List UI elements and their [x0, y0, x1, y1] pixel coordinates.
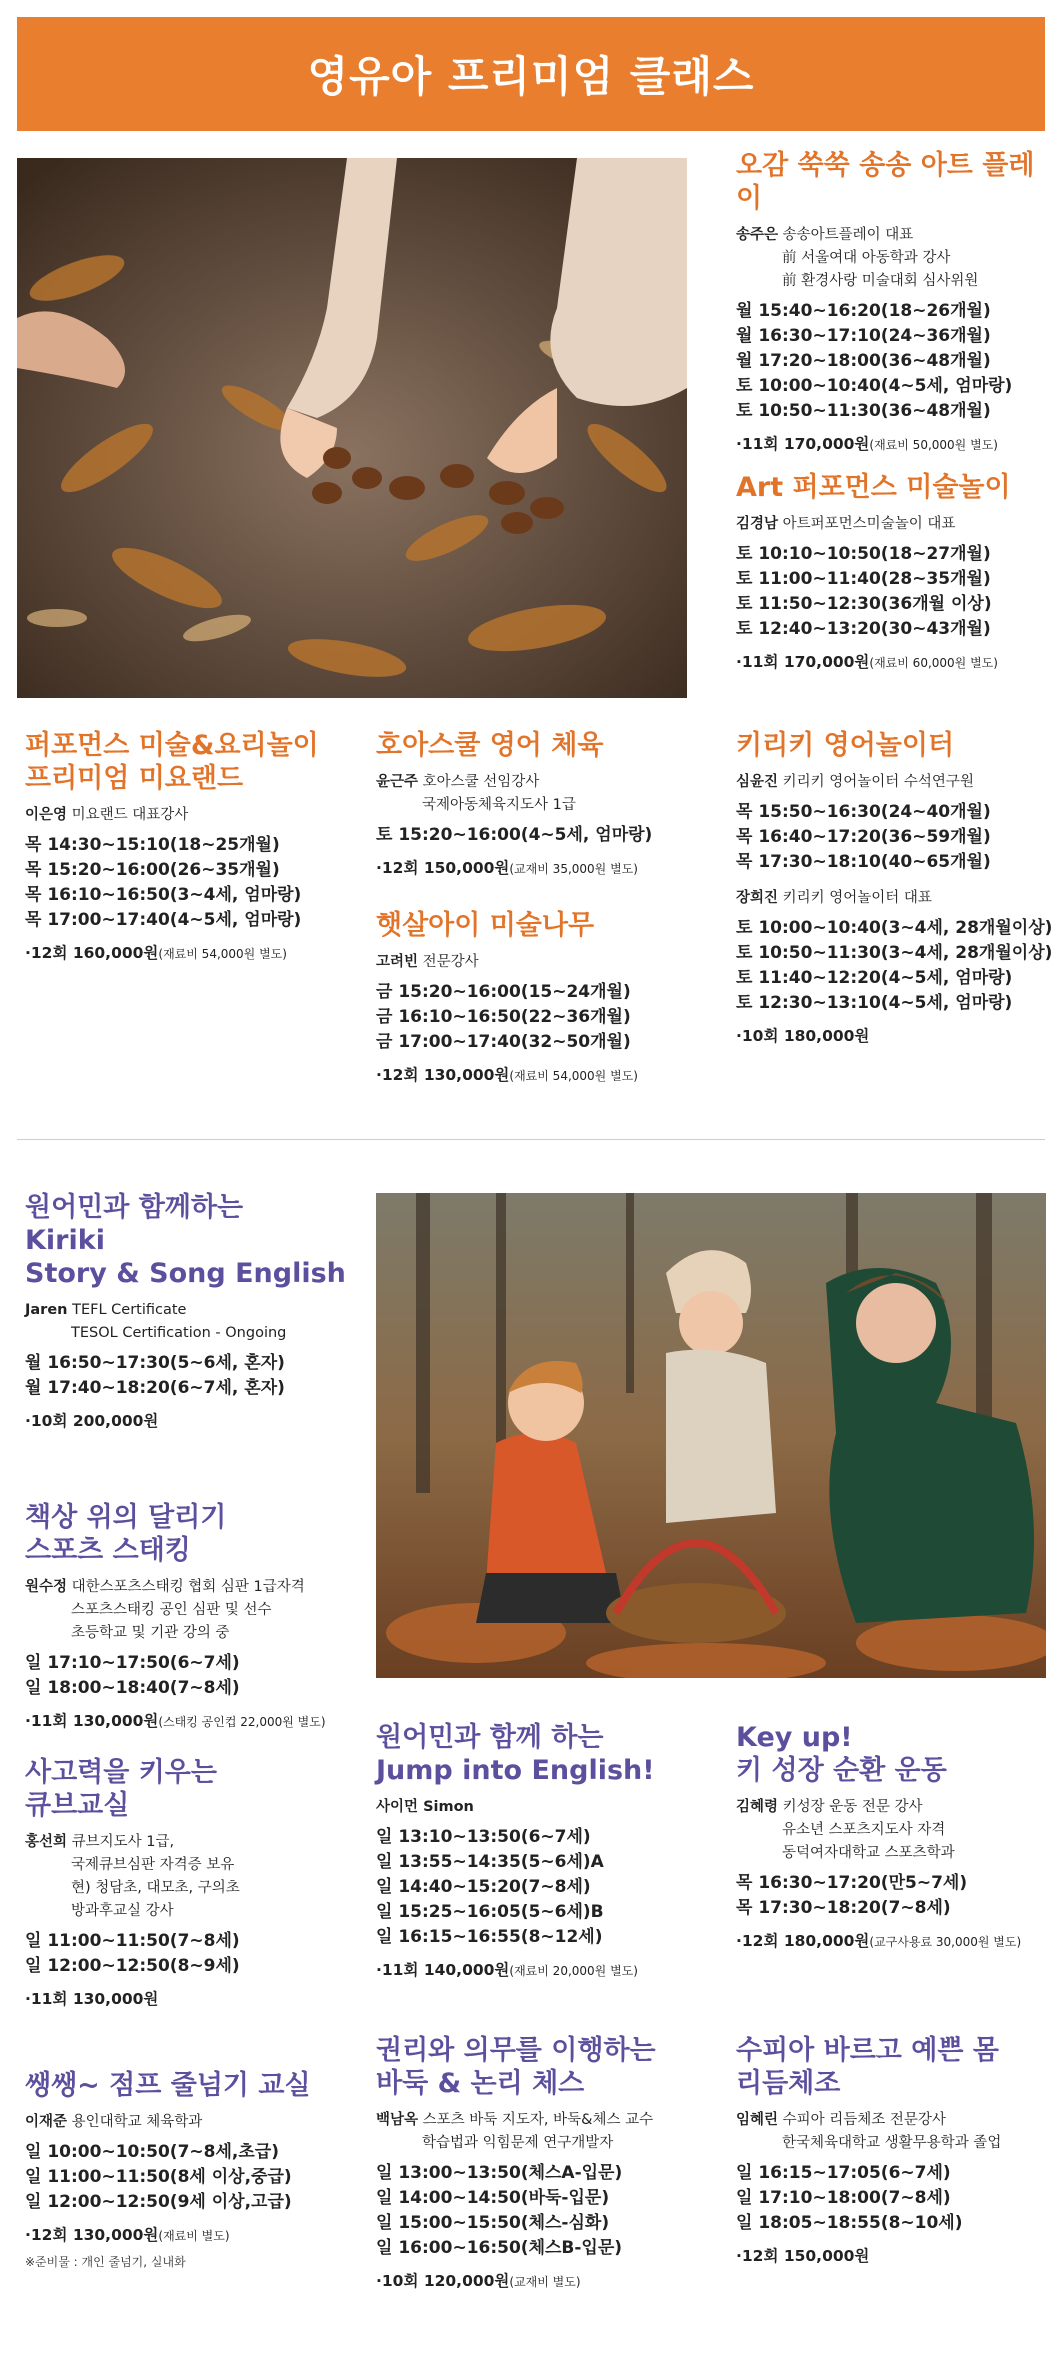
- price-value: ·12회 150,000원: [736, 2246, 870, 2265]
- class-title: 키리키 영어놀이터: [736, 730, 955, 761]
- class-title-line: 원어민과 함께 하는: [376, 1722, 604, 1753]
- schedule-item: 월 16:30~17:10(24~36개월): [736, 325, 991, 346]
- price: [736, 1929, 1056, 1951]
- price-note: (교구사용료 30,000원 별도): [869, 1934, 1022, 1949]
- instructor-extra: 스포츠스태킹 공인 심판 및 선수: [71, 1601, 272, 1618]
- schedule-item: 목 17:00~17:40(4~5세, 엄마랑): [25, 909, 302, 930]
- schedule-list: [376, 1825, 716, 1950]
- schedule-item: 금 17:00~17:40(32~50개월): [376, 1031, 631, 1052]
- schedule-item: 월 16:50~17:30(5~6세, 혼자): [25, 1352, 285, 1373]
- schedule-item: 일 16:00~16:50(체스B-입문): [376, 2237, 623, 2258]
- schedule-item: 토 10:00~10:40(4~5세, 엄마랑): [736, 375, 1013, 396]
- instructor-info: [736, 887, 1056, 910]
- instructor-extra: 현) 청담초, 대모초, 구의초: [71, 1879, 240, 1896]
- instructor-role: TEFL Certificate: [72, 1301, 187, 1318]
- schedule-item: 토 10:10~10:50(18~27개월): [736, 543, 991, 564]
- class-kiriki: [736, 730, 1056, 1046]
- schedule-list: [25, 833, 355, 933]
- instructor-name: 원수정: [25, 1578, 68, 1595]
- class-title-line: Key up!: [736, 1722, 853, 1753]
- price: [736, 432, 1056, 454]
- class-title-line: 스포츠 스태킹: [25, 1534, 191, 1566]
- instructor-role: 큐브지도사 1급,: [71, 1833, 175, 1850]
- class-art-play: [736, 150, 1056, 454]
- price-note: (스태킹 공인컵 22,000원 별도): [158, 1714, 326, 1729]
- header-banner: [17, 17, 1045, 131]
- class-title-line: 권리와 의무를 이행하는: [376, 2035, 656, 2066]
- instructor-info: [376, 2109, 716, 2155]
- instructor-extra: 학습법과 익힘문제 연구개발자: [422, 2134, 614, 2151]
- schedule-item: 월 15:40~16:20(18~26개월): [736, 300, 991, 321]
- instructor-name: 임혜린: [736, 2111, 779, 2128]
- instructor-role: 키리키 영어놀이터 수석연구원: [782, 773, 974, 790]
- price: [25, 1709, 365, 1731]
- price-note: (재료비 54,000원 별도): [158, 946, 287, 961]
- schedule-item: 목 15:20~16:00(26~35개월): [25, 859, 280, 880]
- instructor-info: [25, 2111, 365, 2134]
- schedule-list: [736, 1871, 1056, 1921]
- schedule-list: [736, 800, 1056, 875]
- instructor-info: [376, 1796, 716, 1819]
- price-value: ·10회 120,000원: [376, 2271, 510, 2290]
- schedule-item: 일 11:00~11:50(7~8세): [25, 1930, 240, 1951]
- price-value: ·11회 170,000원: [736, 652, 870, 671]
- instructor-extra: TESOL Certification - Ongoing: [71, 1324, 287, 1341]
- schedule-list: [736, 916, 1056, 1016]
- instructor-name: 심윤진: [736, 773, 779, 790]
- schedule-item: 일 17:10~17:50(6~7세): [25, 1652, 240, 1673]
- instructor-name: 이재준: [25, 2113, 68, 2130]
- class-title: [736, 1722, 1056, 1788]
- instructor-extra: 한국체육대학교 생활무용학과 졸업: [782, 2134, 1002, 2151]
- schedule-list: [25, 2140, 365, 2215]
- schedule-item: 일 15:25~16:05(5~6세)B: [376, 1901, 604, 1922]
- instructor-role: 대한스포츠스태킹 협회 심판 1급자격: [71, 1578, 305, 1595]
- instructor-extra: 前 서울여대 아동학과 강사: [782, 249, 951, 266]
- instructor-role: 호아스쿨 선임강사: [422, 773, 540, 790]
- class-title-line: 큐브교실: [25, 1789, 130, 1821]
- class-title-line: Kiriki: [25, 1224, 105, 1256]
- schedule-item: 일 11:00~11:50(8세 이상,중급): [25, 2166, 292, 2187]
- class-title: [376, 2035, 716, 2101]
- instructor-info: [25, 804, 355, 827]
- price-note: (재료비 20,000원 별도): [509, 1963, 638, 1978]
- schedule-item: 토 10:00~10:40(3~4세, 28개월이상): [736, 917, 1053, 938]
- class-sunny: [376, 910, 716, 1085]
- schedule-item: 일 10:00~10:50(7~8세,초급): [25, 2141, 279, 2162]
- schedule-item: 목 17:30~18:10(40~65개월): [736, 851, 991, 872]
- price: [25, 1987, 365, 2009]
- instructor-name: 장희진: [736, 889, 779, 906]
- schedule-item: 월 17:40~18:20(6~7세, 혼자): [25, 1377, 285, 1398]
- instructor-extra: 국제아동체육지도사 1급: [422, 796, 576, 813]
- class-title: 호아스쿨 영어 체육: [376, 730, 604, 761]
- schedule-item: 일 16:15~16:55(8~12세): [376, 1926, 603, 1947]
- class-title-line: 책상 위의 달리기: [25, 1502, 227, 1533]
- schedule-item: 목 14:30~15:10(18~25개월): [25, 834, 280, 855]
- class-title-line: 원어민과 함께하는: [25, 1192, 244, 1223]
- instructor-info: [736, 2109, 1056, 2155]
- class-art-performance: [736, 472, 1056, 672]
- schedule-item: 일 13:55~14:35(5~6세)A: [376, 1851, 604, 1872]
- schedule-list: [736, 2161, 1056, 2236]
- instructor-info: [736, 1796, 1056, 1865]
- instructor-info: [376, 951, 716, 974]
- schedule-item: 금 15:20~16:00(15~24개월): [376, 981, 631, 1002]
- class-title: Art 퍼포먼스 미술놀이: [736, 472, 1011, 503]
- price: [736, 2244, 1056, 2266]
- instructor-extra: 前 환경사랑 미술대회 심사위원: [782, 272, 979, 289]
- schedule-item: 토 15:20~16:00(4~5세, 엄마랑): [376, 824, 653, 845]
- schedule-list: [376, 980, 716, 1055]
- schedule-item: 목 17:30~18:20(7~8세): [736, 1897, 951, 1918]
- price-note: (재료비 별도): [158, 2228, 230, 2243]
- class-title-line: 키 성장 순환 운동: [736, 1754, 947, 1786]
- class-stacking: [25, 1502, 365, 1731]
- instructor-role: 전문강사: [422, 953, 479, 970]
- instructor-info: [25, 1576, 365, 1645]
- price-value: ·10회 180,000원: [736, 1026, 870, 1045]
- instructor-info: [376, 771, 716, 817]
- schedule-item: 일 15:00~15:50(체스-심화): [376, 2212, 610, 2233]
- schedule-item: 토 10:50~11:30(3~4세, 28개월이상): [736, 942, 1053, 963]
- schedule-item: 일 17:10~18:00(7~8세): [736, 2187, 951, 2208]
- class-kiriki-song: [25, 1192, 355, 1431]
- schedule-item: 일 18:00~18:40(7~8세): [25, 1677, 240, 1698]
- class-title: [25, 730, 355, 796]
- class-title-line: 사고력을 키우는: [25, 1757, 217, 1788]
- schedule-item: 토 12:30~13:10(4~5세, 엄마랑): [736, 992, 1013, 1013]
- price-value: ·11회 130,000원: [25, 1989, 159, 2008]
- class-title: 햇살아이 미술나무: [376, 910, 595, 941]
- schedule-list: [376, 823, 716, 848]
- instructor-name: 김경남: [736, 515, 779, 532]
- schedule-list: [25, 1929, 365, 1979]
- instructor-extra: 유소년 스포츠지도사 자격: [782, 1821, 946, 1838]
- class-title: [25, 1192, 355, 1291]
- instructor-name: 이은영: [25, 806, 68, 823]
- acorns-photo: [17, 158, 687, 698]
- instructor-extra: 국제큐브심판 자격증 보유: [71, 1856, 235, 1873]
- price-value: ·12회 160,000원: [25, 943, 159, 962]
- price: [736, 650, 1056, 672]
- class-jump-english: [376, 1722, 716, 1980]
- price-note: (재료비 54,000원 별도): [509, 1068, 638, 1083]
- schedule-list: [25, 1651, 365, 1701]
- schedule-item: 월 17:20~18:00(36~48개월): [736, 350, 991, 371]
- price: [376, 1063, 716, 1085]
- price: [376, 1958, 716, 1980]
- class-title-line: 바둑 & 논리 체스: [376, 2067, 585, 2099]
- price-value: ·12회 130,000원: [376, 1065, 510, 1084]
- instructor-role: 미요랜드 대표강사: [71, 806, 189, 823]
- schedule-item: 일 12:00~12:50(8~9세): [25, 1955, 240, 1976]
- class-title: [736, 2035, 1056, 2101]
- schedule-item: 토 11:40~12:20(4~5세, 엄마랑): [736, 967, 1013, 988]
- price: [376, 2269, 716, 2291]
- schedule-item: 목 15:50~16:30(24~40개월): [736, 801, 991, 822]
- instructor-info: [25, 1831, 365, 1923]
- price: [25, 1409, 355, 1431]
- price: [376, 856, 716, 878]
- instructor-name: 홍선희: [25, 1833, 68, 1850]
- instructor-name: 윤근주: [376, 773, 419, 790]
- instructor-info: [736, 771, 1056, 794]
- price-value: ·12회 150,000원: [376, 858, 510, 877]
- schedule-item: 일 14:00~14:50(바둑-입문): [376, 2187, 610, 2208]
- price-value: ·11회 170,000원: [736, 434, 870, 453]
- instructor-info: [736, 513, 1056, 536]
- schedule-list: [736, 299, 1056, 424]
- class-rhythmic-gymnastics: [736, 2035, 1056, 2266]
- class-title-line: 프리미엄 미요랜드: [25, 762, 244, 794]
- schedule-item: 목 16:30~17:20(만5~7세): [736, 1872, 968, 1893]
- class-miyoland: [25, 730, 355, 963]
- price-note: (재료비 60,000원 별도): [869, 655, 998, 670]
- forest-family-photo: [376, 1193, 1046, 1678]
- class-title: 쌩쌩~ 점프 줄넘기 교실: [25, 2070, 311, 2101]
- price-value: ·11회 140,000원: [376, 1960, 510, 1979]
- instructor-extra: 초등학교 및 기관 강의 중: [71, 1624, 230, 1641]
- class-title: [25, 1757, 365, 1823]
- price: [25, 2223, 365, 2245]
- instructor-name: 사이먼 Simon: [376, 1798, 474, 1815]
- price: [736, 1024, 1056, 1046]
- instructor-role: 용인대학교 체육학과: [71, 2113, 203, 2130]
- instructor-role: 수피아 리듬체조 전문강사: [782, 2111, 946, 2128]
- class-title: [376, 1722, 716, 1788]
- schedule-item: 목 16:40~17:20(36~59개월): [736, 826, 991, 847]
- schedule-item: 일 14:40~15:20(7~8세): [376, 1876, 591, 1897]
- price: [25, 941, 355, 963]
- price-value: ·12회 130,000원: [25, 2225, 159, 2244]
- schedule-item: 토 11:50~12:30(36개월 이상): [736, 593, 992, 614]
- schedule-item: 일 12:00~12:50(9세 이상,고급): [25, 2191, 292, 2212]
- class-keyup: [736, 1722, 1056, 1951]
- price-value: ·10회 200,000원: [25, 1411, 159, 1430]
- schedule-item: 금 16:10~16:50(22~36개월): [376, 1006, 631, 1027]
- class-title-line: 수피아 바르고 예쁜 몸: [736, 2035, 999, 2066]
- class-title: [25, 1502, 365, 1568]
- schedule-item: 토 11:00~11:40(28~35개월): [736, 568, 991, 589]
- price-note: (교재비 35,000원 별도): [509, 861, 638, 876]
- class-chess: [376, 2035, 716, 2291]
- price-value: ·12회 180,000원: [736, 1931, 870, 1950]
- schedule-item: 토 10:50~11:30(36~48개월): [736, 400, 991, 421]
- instructor-role: 스포츠 바둑 지도자, 바둑&체스 교수: [422, 2111, 654, 2128]
- schedule-item: 일 16:15~17:05(6~7세): [736, 2162, 951, 2183]
- instructor-extra: 동덕여자대학교 스포츠학과: [782, 1844, 955, 1861]
- schedule-item: 토 12:40~13:20(30~43개월): [736, 618, 991, 639]
- section-divider: [17, 1139, 1045, 1140]
- instructor-role: 키성장 운동 전문 강사: [782, 1798, 923, 1815]
- class-title: 오감 쑥쑥 송송 아트 플레이: [736, 150, 1035, 214]
- schedule-list: [25, 1351, 355, 1401]
- schedule-list: [736, 542, 1056, 642]
- instructor-role: 아트퍼포먼스미술놀이 대표: [782, 515, 956, 532]
- instructor-info: [25, 1299, 355, 1345]
- schedule-item: 일 13:00~13:50(체스A-입문): [376, 2162, 623, 2183]
- supplies-note: ※준비물 : 개인 줄넘기, 실내화: [25, 2254, 186, 2269]
- instructor-name: 김혜령: [736, 1798, 779, 1815]
- instructor-name: Jaren: [25, 1301, 68, 1318]
- class-cube: [25, 1757, 365, 2009]
- class-jump-rope: [25, 2070, 365, 2270]
- instructor-role: 키리키 영어놀이터 대표: [782, 889, 932, 906]
- instructor-role: 송송아트플레이 대표: [782, 226, 914, 243]
- price-value: ·11회 130,000원: [25, 1711, 159, 1730]
- schedule-item: 일 13:10~13:50(6~7세): [376, 1826, 591, 1847]
- instructor-name: 송주은: [736, 226, 779, 243]
- instructor-extra: 방과후교실 강사: [71, 1902, 174, 1919]
- schedule-item: 목 16:10~16:50(3~4세, 엄마랑): [25, 884, 302, 905]
- price-note: (교재비 별도): [509, 2274, 581, 2289]
- class-title-line: Jump into English!: [376, 1754, 655, 1786]
- page-title: 영유아 프리미엄 클래스: [307, 52, 755, 101]
- instructor-name: 고려빈: [376, 953, 419, 970]
- schedule-item: 일 18:05~18:55(8~10세): [736, 2212, 963, 2233]
- class-title-line: 리듬체조: [736, 2067, 841, 2099]
- schedule-list: [376, 2161, 716, 2261]
- class-title-line: 퍼포먼스 미술&요리놀이: [25, 730, 319, 761]
- class-title-line: Story & Song English: [25, 1257, 346, 1289]
- instructor-info: [736, 224, 1056, 293]
- price-note: (재료비 50,000원 별도): [869, 437, 998, 452]
- instructor-name: 백남옥: [376, 2111, 419, 2128]
- class-hoaschool: [376, 730, 716, 878]
